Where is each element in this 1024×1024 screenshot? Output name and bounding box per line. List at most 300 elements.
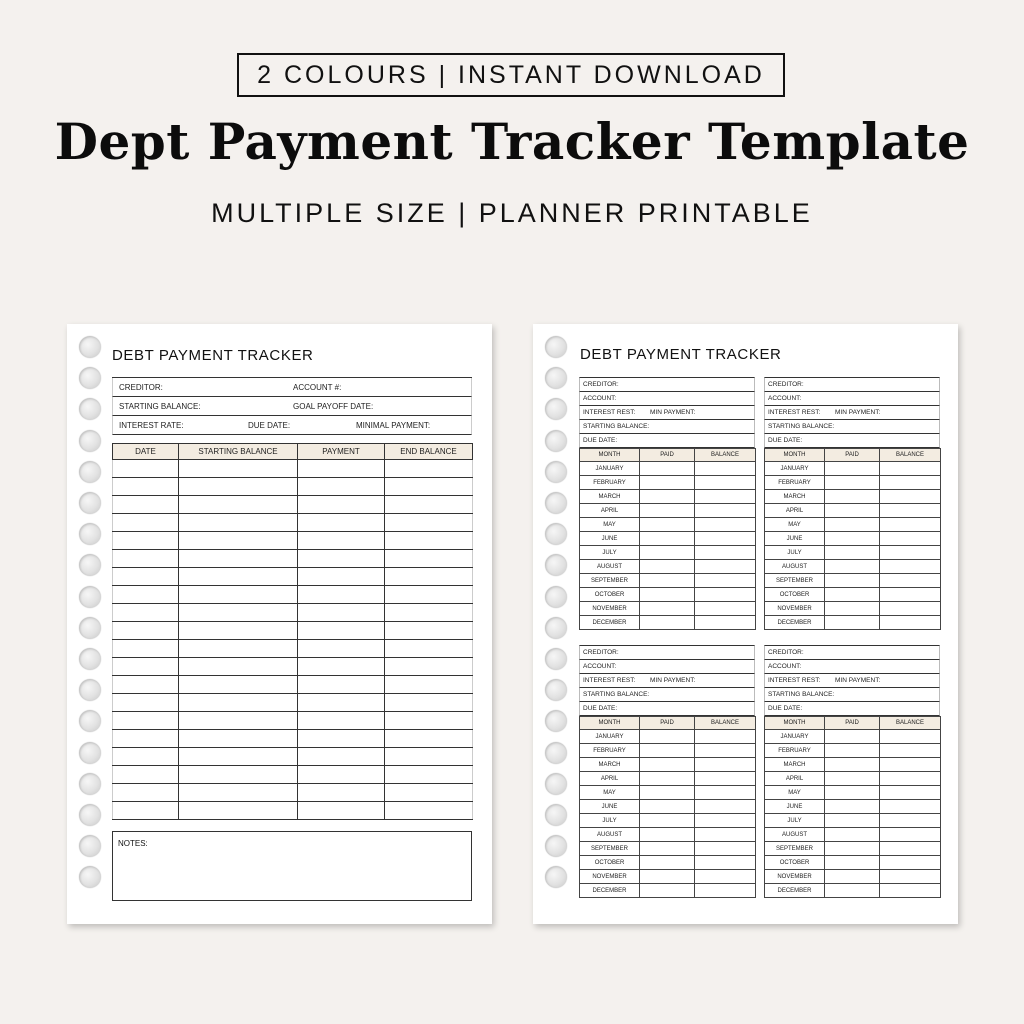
month-label: DECEMBER [765,884,825,898]
table-cell[interactable] [298,676,385,694]
column-header-payment: PAYMENT [298,444,385,460]
table-cell[interactable] [179,550,298,568]
table-cell[interactable] [640,476,695,490]
info-row [579,406,755,420]
month-row [580,560,756,574]
table-cell[interactable] [640,842,695,856]
table-cell[interactable] [298,586,385,604]
table-cell[interactable] [825,560,880,574]
month-label: SEPTEMBER [765,574,825,588]
table-cell[interactable] [298,568,385,586]
table-cell[interactable] [640,462,695,476]
binder-hole [545,866,567,888]
month-label: JULY [765,814,825,828]
binder-hole [545,835,567,857]
month-row [765,842,941,856]
table-cell[interactable] [385,514,473,532]
binder-hole [545,461,567,483]
table-cell[interactable] [179,496,298,514]
tracker-block [579,645,755,898]
table-cell[interactable] [385,460,473,478]
month-label: FEBRUARY [765,744,825,758]
table-cell[interactable] [640,546,695,560]
table-cell[interactable] [298,622,385,640]
table-cell[interactable] [179,514,298,532]
column-header-month: MONTH [765,449,825,462]
binder-hole [79,523,101,545]
table-cell[interactable] [880,870,941,884]
starting-balance-label: STARTING BALANCE: [768,691,835,698]
month-row [765,758,941,772]
table-cell[interactable] [825,546,880,560]
tracker-title: DEBT PAYMENT TRACKER [112,347,314,364]
month-row [580,574,756,588]
binder-hole [79,461,101,483]
table-cell[interactable] [825,616,880,630]
table-cell[interactable] [113,640,179,658]
table-cell[interactable] [179,640,298,658]
table-cell[interactable] [880,462,941,476]
table-cell[interactable] [640,814,695,828]
table-cell[interactable] [113,604,179,622]
table-cell[interactable] [880,842,941,856]
table-row [113,532,473,550]
table-cell[interactable] [640,828,695,842]
min-payment-label: MIN PAYMENT: [835,409,881,416]
info-row [579,645,755,660]
tracker-block [579,377,755,630]
table-cell[interactable] [640,870,695,884]
table-cell[interactable] [179,748,298,766]
month-label: APRIL [580,772,640,786]
table-cell[interactable] [640,588,695,602]
table-cell[interactable] [640,532,695,546]
table-cell[interactable] [880,532,941,546]
table-cell[interactable] [113,802,179,820]
table-cell[interactable] [880,560,941,574]
min-payment-label: MIN PAYMENT: [650,677,696,684]
binder-hole [79,773,101,795]
table-cell[interactable] [825,870,880,884]
table-cell[interactable] [385,676,473,694]
table-cell[interactable] [113,730,179,748]
table-cell[interactable] [825,532,880,546]
notes-box[interactable] [112,831,472,901]
table-cell[interactable] [880,800,941,814]
table-cell[interactable] [695,490,756,504]
table-cell[interactable] [640,744,695,758]
table-cell[interactable] [298,766,385,784]
table-cell[interactable] [298,604,385,622]
table-cell[interactable] [825,786,880,800]
table-cell[interactable] [179,460,298,478]
table-cell[interactable] [385,712,473,730]
table-cell[interactable] [880,504,941,518]
table-cell[interactable] [179,766,298,784]
binder-hole [79,617,101,639]
table-cell[interactable] [695,518,756,532]
month-row [765,532,941,546]
monthly-table [579,448,756,630]
table-cell[interactable] [179,604,298,622]
table-cell[interactable] [298,514,385,532]
table-cell[interactable] [385,550,473,568]
table-cell[interactable] [113,766,179,784]
table-cell[interactable] [385,658,473,676]
table-cell[interactable] [385,604,473,622]
column-header-balance: BALANCE [880,449,941,462]
month-label: OCTOBER [580,588,640,602]
table-cell[interactable] [695,532,756,546]
month-row [765,462,941,476]
table-cell[interactable] [880,828,941,842]
month-label: AUGUST [765,828,825,842]
table-cell[interactable] [298,802,385,820]
month-label: SEPTEMBER [580,574,640,588]
month-label: MARCH [580,490,640,504]
table-cell[interactable] [695,546,756,560]
table-cell[interactable] [695,476,756,490]
table-cell[interactable] [640,504,695,518]
table-cell[interactable] [640,574,695,588]
month-row [580,730,756,744]
table-cell[interactable] [695,800,756,814]
table-cell[interactable] [385,568,473,586]
table-cell[interactable] [113,586,179,604]
table-cell[interactable] [113,550,179,568]
table-cell[interactable] [179,478,298,496]
table-cell[interactable] [695,588,756,602]
table-cell[interactable] [825,842,880,856]
month-row [765,588,941,602]
binder-hole [545,586,567,608]
table-cell[interactable] [825,814,880,828]
month-label: DECEMBER [580,616,640,630]
month-label: FEBRUARY [765,476,825,490]
table-cell[interactable] [880,602,941,616]
month-label: AUGUST [765,560,825,574]
table-cell[interactable] [640,616,695,630]
table-cell[interactable] [179,658,298,676]
table-cell[interactable] [385,478,473,496]
table-cell[interactable] [825,800,880,814]
month-label: JULY [580,546,640,560]
table-cell[interactable] [695,504,756,518]
table-cell[interactable] [385,802,473,820]
minimal-payment-label: MINIMAL PAYMENT: [356,421,431,430]
month-row [580,758,756,772]
table-cell[interactable] [385,640,473,658]
table-cell[interactable] [179,532,298,550]
table-cell[interactable] [113,568,179,586]
table-cell[interactable] [640,884,695,898]
table-row [113,730,473,748]
month-label: MAY [765,786,825,800]
column-header-balance: BALANCE [695,449,756,462]
table-row [113,748,473,766]
table-cell[interactable] [825,856,880,870]
info-row [579,674,755,688]
table-cell[interactable] [385,622,473,640]
binder-hole [79,492,101,514]
table-cell[interactable] [825,758,880,772]
table-cell[interactable] [640,856,695,870]
table-cell[interactable] [179,622,298,640]
month-row [765,730,941,744]
table-cell[interactable] [880,856,941,870]
info-row [764,688,940,702]
table-cell[interactable] [825,772,880,786]
binder-hole [79,398,101,420]
month-row [580,744,756,758]
table-cell[interactable] [825,744,880,758]
table-cell[interactable] [880,758,941,772]
table-cell[interactable] [179,802,298,820]
table-cell[interactable] [880,744,941,758]
info-row [764,434,940,448]
month-row [580,870,756,884]
column-header-month: MONTH [580,717,640,730]
table-cell[interactable] [298,640,385,658]
table-cell[interactable] [179,568,298,586]
table-cell[interactable] [695,602,756,616]
table-cell[interactable] [880,490,941,504]
table-cell[interactable] [640,560,695,574]
table-cell[interactable] [113,712,179,730]
month-row [765,884,941,898]
table-cell[interactable] [179,730,298,748]
table-cell[interactable] [298,478,385,496]
month-label: OCTOBER [580,856,640,870]
table-cell[interactable] [385,748,473,766]
table-cell[interactable] [825,490,880,504]
table-cell[interactable] [385,784,473,802]
month-row [765,546,941,560]
interest-rest-label: INTEREST REST: [583,677,636,684]
month-row [580,842,756,856]
info-row [579,702,755,716]
table-cell[interactable] [825,476,880,490]
table-cell[interactable] [385,496,473,514]
info-row [764,660,940,674]
table-cell[interactable] [695,828,756,842]
table-cell[interactable] [298,532,385,550]
table-cell[interactable] [880,588,941,602]
table-cell[interactable] [179,784,298,802]
table-cell[interactable] [695,772,756,786]
info-row [112,397,472,416]
table-cell[interactable] [113,784,179,802]
table-cell[interactable] [695,884,756,898]
month-row [580,772,756,786]
table-row [113,622,473,640]
table-cell[interactable] [640,758,695,772]
month-label: OCTOBER [765,856,825,870]
table-cell[interactable] [640,772,695,786]
table-cell[interactable] [640,518,695,532]
table-row [113,478,473,496]
month-row [765,574,941,588]
table-cell[interactable] [113,676,179,694]
table-cell[interactable] [880,730,941,744]
table-cell[interactable] [880,772,941,786]
info-row [579,688,755,702]
table-row [113,802,473,820]
monthly-table [579,716,756,898]
binder-hole [79,742,101,764]
payment-table [112,443,473,820]
table-cell[interactable] [880,546,941,560]
table-cell[interactable] [695,730,756,744]
table-cell[interactable] [695,786,756,800]
table-cell[interactable] [880,574,941,588]
table-cell[interactable] [385,532,473,550]
table-cell[interactable] [825,602,880,616]
table-cell[interactable] [880,814,941,828]
month-label: APRIL [765,504,825,518]
table-cell[interactable] [695,560,756,574]
table-cell[interactable] [825,518,880,532]
table-cell[interactable] [298,748,385,766]
table-cell[interactable] [385,766,473,784]
column-header-balance: BALANCE [880,717,941,730]
info-row [764,377,940,392]
binder-hole [545,398,567,420]
month-label: MAY [580,786,640,800]
table-cell[interactable] [695,462,756,476]
table-cell[interactable] [640,730,695,744]
info-row [579,420,755,434]
month-row [765,518,941,532]
binder-hole [545,554,567,576]
table-cell[interactable] [640,786,695,800]
table-cell[interactable] [113,460,179,478]
month-label: JUNE [765,800,825,814]
min-payment-label: MIN PAYMENT: [835,677,881,684]
binder-hole [545,773,567,795]
table-cell[interactable] [179,676,298,694]
table-cell[interactable] [113,694,179,712]
notes-label: NOTES: [118,839,148,848]
table-cell[interactable] [880,518,941,532]
table-cell[interactable] [113,514,179,532]
banner-badge: 2 COLOURS | INSTANT DOWNLOAD [237,53,785,97]
month-row [765,560,941,574]
table-cell[interactable] [825,462,880,476]
table-cell[interactable] [298,694,385,712]
column-header-month: MONTH [580,449,640,462]
table-cell[interactable] [113,622,179,640]
table-cell[interactable] [695,842,756,856]
table-cell[interactable] [640,800,695,814]
month-label: NOVEMBER [765,870,825,884]
month-label: MAY [580,518,640,532]
binder-holes [545,336,569,916]
table-cell[interactable] [880,786,941,800]
month-row [580,814,756,828]
binder-hole [79,710,101,732]
table-cell[interactable] [385,730,473,748]
table-row [113,766,473,784]
table-cell[interactable] [695,758,756,772]
table-cell[interactable] [695,856,756,870]
table-cell[interactable] [695,814,756,828]
month-label: FEBRUARY [580,476,640,490]
table-cell[interactable] [179,694,298,712]
table-cell[interactable] [385,694,473,712]
month-label: DECEMBER [580,884,640,898]
binder-hole [545,804,567,826]
table-cell[interactable] [825,588,880,602]
month-label: APRIL [580,504,640,518]
month-row [765,786,941,800]
column-header-paid: PAID [640,717,695,730]
table-cell[interactable] [825,504,880,518]
month-row [580,602,756,616]
table-cell[interactable] [695,870,756,884]
table-cell[interactable] [179,712,298,730]
table-cell[interactable] [695,744,756,758]
table-cell[interactable] [880,616,941,630]
table-cell[interactable] [640,602,695,616]
table-cell[interactable] [113,532,179,550]
table-cell[interactable] [880,884,941,898]
table-cell[interactable] [695,616,756,630]
table-row [113,568,473,586]
table-cell[interactable] [298,784,385,802]
table-cell[interactable] [298,730,385,748]
month-row [765,814,941,828]
month-row [765,870,941,884]
table-cell[interactable] [298,460,385,478]
table-cell[interactable] [298,550,385,568]
info-row [764,420,940,434]
table-cell[interactable] [825,574,880,588]
month-label: APRIL [765,772,825,786]
table-cell[interactable] [298,712,385,730]
left-tracker-page [67,324,492,924]
table-cell[interactable] [880,476,941,490]
table-cell[interactable] [113,658,179,676]
table-cell[interactable] [825,884,880,898]
month-label: MAY [765,518,825,532]
table-cell[interactable] [298,658,385,676]
month-row [765,744,941,758]
table-cell[interactable] [825,730,880,744]
table-cell[interactable] [385,586,473,604]
table-row [113,604,473,622]
table-cell[interactable] [113,478,179,496]
monthly-table [764,448,941,630]
table-cell[interactable] [179,586,298,604]
interest-rest-label: INTEREST REST: [768,409,821,416]
table-row [113,658,473,676]
month-label: SEPTEMBER [580,842,640,856]
table-cell[interactable] [113,748,179,766]
right-tracker-page [533,324,958,924]
table-cell[interactable] [298,496,385,514]
table-cell[interactable] [640,490,695,504]
table-cell[interactable] [695,574,756,588]
table-row [113,514,473,532]
column-header-month: MONTH [765,717,825,730]
table-cell[interactable] [113,496,179,514]
month-row [580,856,756,870]
month-label: MARCH [580,758,640,772]
table-cell[interactable] [825,828,880,842]
column-header-date: DATE [113,444,179,460]
month-row [580,462,756,476]
